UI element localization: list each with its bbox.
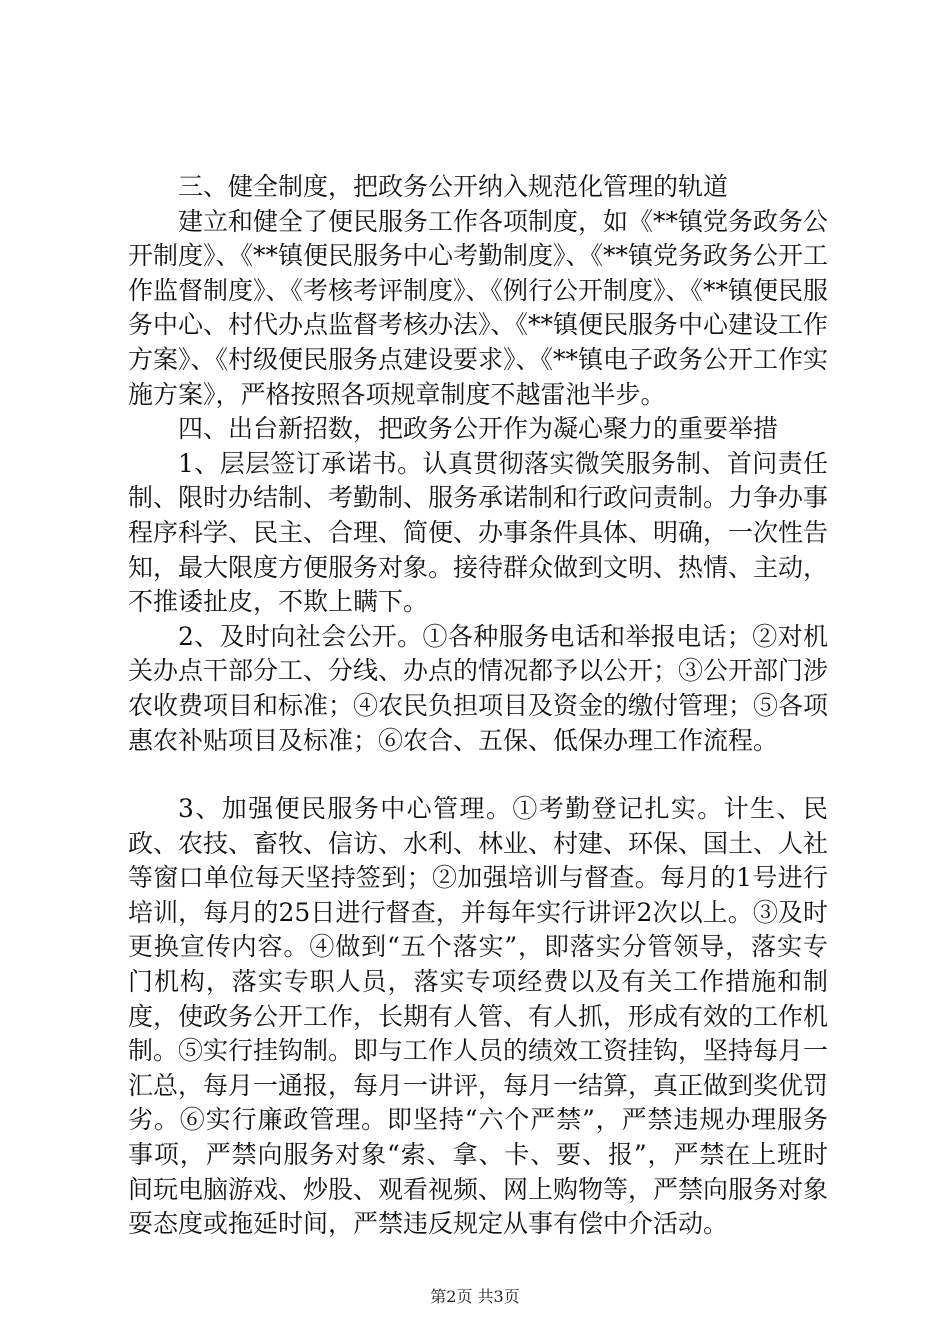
paragraph-regulations: 建立和健全了便民服务工作各项制度，如《**镇党务政务公开制度》、《**镇便民服务中心考勤制度》、《**镇党务政务公开工作监督制度》、《考核考评制度》、《例行公开制度》、《**镇便民服务中心、村代办点监督考核办法》、《**镇便民服务中心建设工作方案》、《村级便民服务点建设要求》、《**镇电子政务公开工作实施方案》，严格按照各项规章制度不越雷池半步。: [128, 206, 829, 409]
paragraph-item-1: 1、层层签订承诺书。认真贯彻落实微笑服务制、首问责任制、限时办结制、考勤制、服务承诺制和行政问责制。力争办事程序科学、民主、合理、简便、办事条件具体、明确，一次性告知，最大限度方便服务对象。接待群众做到文明、热情、主动，不推诿扯皮，不欺上瞒下。: [128, 448, 829, 617]
section-heading-3: 三、健全制度，把政务公开纳入规范化管理的轨道: [178, 172, 729, 201]
section-heading-4: 四、出台新招数，把政务公开作为凝心聚力的重要举措: [178, 414, 779, 444]
paragraph-item-3: 3、加强便民服务中心管理。①考勤登记扎实。计生、民政、农技、畜牧、信访、水利、林业、村建、环保、国土、人社等窗口单位每天坚持签到；②加强培训与督查。每月的1号进行培训，每月的25日进行督查，并每年实行讲评2次以上。③及时更换宣传内容。④做到“五个落实”，即落实分管领导，落实专门机构，落实专职人员，落实专项经费以及有关工作措施和制度，使政务公开工作，长期有人管、有人抓，形成有效的工作机制。⑤实行挂钩制。即与工作人员的绩效工资挂钩，坚持每月一汇总，每月一通报，每月一讲评，每月一结算，真正做到奖优罚劣。⑥实行廉政管理。即坚持“六个严禁”，严禁违规办理服务事项，严禁向服务对象“索、拿、卡、要、报”，严禁在上班时间玩电脑游戏、炒股、观看视频、网上购物等，严禁向服务对象耍态度或拖延时间，严禁违反规定从事有偿中介活动。: [128, 794, 829, 1239]
paragraph-item-2: 2、及时向社会公开。①各种服务电话和举报电话；②对机关办点干部分工、分线、办点的情况都予以公开；③公开部门涉农收费项目和标准；④农民负担项目及资金的缴付管理；⑤各项惠农补贴项目及标准；⑥农合、五保、低保办理工作流程。: [128, 621, 829, 755]
page-footer: 第2页 共3页: [430, 1287, 520, 1306]
document-body: [128, 170, 828, 1242]
paragraph-spacer: [128, 758, 828, 792]
